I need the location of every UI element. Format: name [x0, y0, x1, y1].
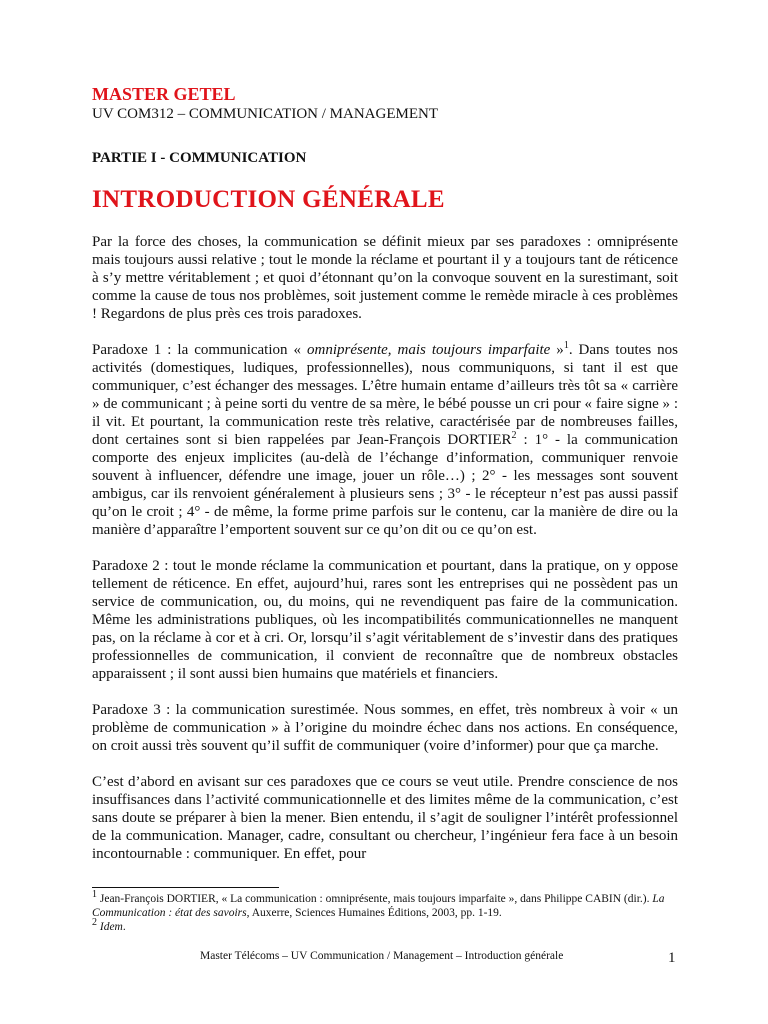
paragraph-paradoxe-3: Paradoxe 3 : la communication surestimée. Nous sommes, en effet, très nombreux à voir « un problème de communication » à l’origine du moindre échec dans nos actions. En conséquence, on croit aussi très souvent qu’il suffit de communiquer (voire d’informer) pour que ça marche.: [92, 702, 678, 754]
paradoxe-1-middle: . Dans toutes nos activités (domestiques, ludiques, professionnelles), nous communiquons, si tant il est que communiquer, c’est échanger des messages. L’être humain entame d’ailleurs très tôt sa « carrière » de communicant ; à peine sorti du ventre de sa mère, le bébé pousse un cri pour « faire signe » : il vit. Et pourtant, la communication reste très relative, caractérisée par de nombreuses failles, dont certaines sont si bien rappelées par Jean-François DORTIER: [92, 342, 678, 448]
page-footer: Master Télécoms – UV Communication / Management – Introduction générale: [200, 950, 564, 962]
footnote-2-text: Idem: [99, 921, 123, 933]
section-title: INTRODUCTION GÉNÉRALE: [92, 186, 445, 213]
footnote-1: [92, 889, 682, 920]
course-code-line: UV COM312 – COMMUNICATION / MANAGEMENT: [92, 106, 438, 122]
footnotes: [92, 889, 682, 934]
paragraph-paradoxe-2: Paradoxe 2 : tout le monde réclame la communication et pourtant, dans la pratique, on y oppose tellement de réticence. En effet, aujourd’hui, rares sont les entreprises qui ne possèdent pas un service de communication, ou, du moins, qui ne revendiquent pas faire de la communication. Même les administrations publiques, où les incompatibilités communicationnelles ne manquent pas, on la réclame à cor et à cri. Or, lorsqu’il s’agit véritablement de s’investir dans des pratiques professionnelles de communication, il convient de reconnaître que de nombreux obstacles apparaissent ; il sont aussi bien humains que matériels et financiers.: [92, 558, 678, 682]
paragraph-conclusion: C’est d’abord en avisant sur ces paradoxes que ce cours se veut utile. Prendre conscience de nos insuffisances dans l’activité communicationnelle et des limites même de la communication, c’est sans doute se préparer à bien la mener. Bien entendu, il s’agit de souligner l’intérêt professionnel de la communication. Manager, cadre, consultant ou chercheur, l’ingénieur fera face à un besoin incontournable : communiquer. En effet, pour: [92, 774, 678, 862]
footnote-ref-1[interactable]: 1: [563, 340, 569, 351]
paradoxe-1-rest: : 1° - la communication comporte des enjeux implicites (au-delà de l’échange d’information, communiquer renvoie souvent à influencer, défendre une image, jouer un rôle…) ; 2° - les messages sont souvent ambigus, car ils renvoient généralement à plusieurs sens ; 3° - le récepteur n’est pas aussi passif qu’on le croit ; 4° - de même, la forme prime parfois sur le contenu, car la manière de dire ou la manière d’apparaître l’emportent souvent sur ce qu’on dit ou ce qu’on est.: [92, 432, 679, 538]
paragraph-intro: Par la force des choses, la communication se définit mieux par ses paradoxes : omniprésente mais toujours aussi relative ; tout le monde la réclame et pourtant il y a toujours tant de réticence à s’y mettre véritablement ; et quoi d’étonnant qu’on la convoque souvent en la surestimant, soit comme la cause de tous nos problèmes, soit justement comme le remède miracle à ces problèmes ! Regardons de plus près ces trois paradoxes.: [92, 234, 678, 322]
footnote-1-title: La Communication : état des savoirs: [92, 893, 665, 919]
footnote-1-text: Jean-François DORTIER, « La communication : omniprésente, mais toujours imparfaite », dans Philippe CABIN (dir.).: [97, 893, 653, 905]
master-title: MASTER GETEL: [92, 84, 236, 104]
footnote-divider: [92, 887, 279, 888]
paradoxe-1-quote: omniprésente, mais toujours imparfaite: [306, 342, 551, 358]
body-text: [92, 233, 678, 881]
part-title: PARTIE I - COMMUNICATION: [92, 150, 307, 166]
footnote-1-number: 1: [92, 889, 97, 901]
footnote-2-tail: .: [122, 921, 126, 933]
footnote-1-tail: , Auxerre, Sciences Humaines Éditions, 2003, pp. 1-19.: [246, 907, 502, 919]
paradoxe-1-lead: Paradoxe 1 : la communication «: [92, 342, 307, 358]
paradoxe-1-quote-close: »: [550, 342, 564, 358]
paragraph-paradoxe-1: [92, 341, 678, 539]
footnote-2-number: 2: [92, 917, 97, 929]
footnote-ref-2[interactable]: 2: [511, 430, 517, 441]
page-number: 1: [668, 950, 676, 966]
footnote-2: [92, 917, 682, 934]
